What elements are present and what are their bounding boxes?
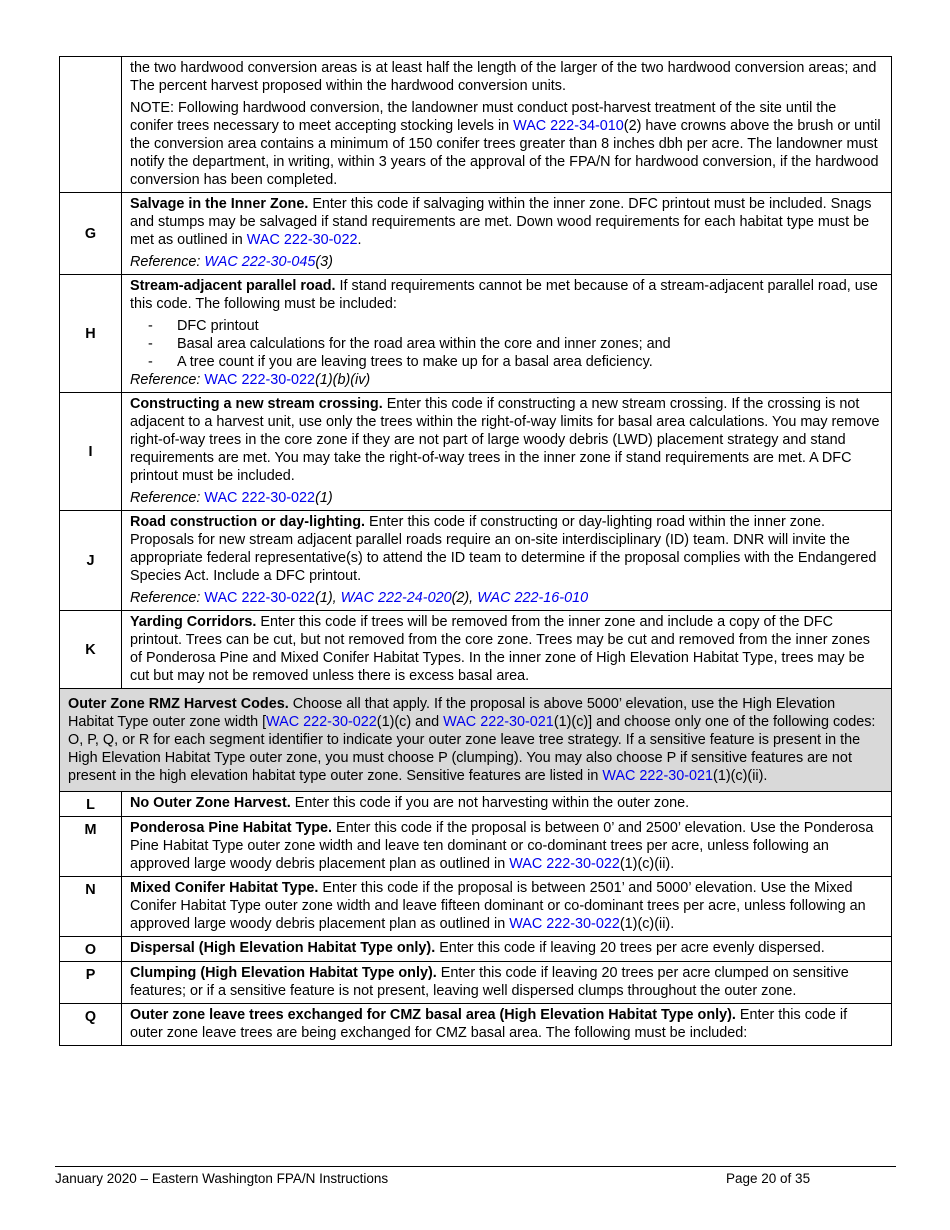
description-cell (122, 393, 892, 511)
section-header-row (60, 689, 892, 792)
code-title: Clumping (High Elevation Habitat Type only). (130, 965, 437, 981)
code-description (130, 195, 883, 249)
section-description (68, 695, 883, 785)
code-text: Enter this code if outer zone leave trees are being exchanged for CMZ basal area. The following must be included: (130, 1007, 848, 1041)
code-text: Enter this code if the proposal is between 2501’ and 5000’ elevation. Use the Mixed Conifer Habitat Type outer zone width and leave fifteen dominant or co-dominant trees per acre, unless following an approved large woody debris placement plan as outlined in (130, 880, 866, 932)
code-text: Enter this code if trees will be removed from the inner zone and include a copy of the DFC printout. Trees can be cut, but not removed from the core zone. Trees may be cut and removed from the inner zones of Ponderosa Pine and Mixed Conifer Habitat Types. In the inner zone of High Elevation Habitat Type, trees may be cut but may not be removed unless there is excess basal area. (130, 614, 870, 684)
punct: . (357, 232, 362, 248)
code-description (130, 1006, 883, 1042)
code-text: Enter this code if constructing a new stream crossing. If the crossing is not adjacent to a harvest unit, use only the trees within the right-of-way limits for basal area calculations. You may remove right-of-way trees in the core zone if they are not part of large woody debris (LWD) placement strategy and stand requirements are met. You may take the right-of-way trees in the inner zone if stand requirements are met. A DFC printout must be included. (130, 396, 880, 484)
code-text-end: (1)(c)(ii). (619, 856, 675, 872)
code-m: M (60, 817, 122, 877)
wac-link[interactable]: WAC 222-30-022 (204, 490, 316, 506)
table-row (60, 877, 892, 937)
description-cell (122, 1004, 892, 1046)
reference-label: Reference: (130, 490, 205, 506)
reference (130, 371, 883, 389)
wac-link[interactable]: WAC 222-30-021 (443, 714, 554, 730)
description-cell (122, 937, 892, 962)
hardwood-note (130, 99, 883, 189)
table-row (60, 57, 892, 193)
wac-link[interactable]: WAC 222-30-022 (509, 916, 620, 932)
code-title: No Outer Zone Harvest. (130, 795, 291, 811)
code-title: Stream-adjacent parallel road. (130, 278, 336, 294)
wac-link[interactable]: WAC 222-30-022 (266, 714, 377, 730)
description-cell (122, 877, 892, 937)
code-o: O (60, 937, 122, 962)
description-cell (122, 275, 892, 393)
reference-label: Reference: (130, 254, 205, 270)
description-cell (122, 817, 892, 877)
code-title: Outer zone leave trees exchanged for CMZ basal area (High Elevation Habitat Type only). (130, 1007, 736, 1023)
harvest-codes-table (59, 56, 892, 1046)
description-cell (122, 193, 892, 275)
code-title: Salvage in the Inner Zone. (130, 196, 309, 212)
code-text: If stand requirements cannot be met because of a stream-adjacent parallel road, use this code. The following must be included: (130, 278, 878, 312)
reference (130, 253, 883, 271)
code-text: Enter this code if leaving 20 trees per acre evenly dispersed. (435, 940, 825, 956)
table-row (60, 611, 892, 689)
description-cell (122, 792, 892, 817)
code-j: J (60, 511, 122, 611)
table-row (60, 792, 892, 817)
code-title: Ponderosa Pine Habitat Type. (130, 820, 333, 836)
description-cell (122, 57, 892, 193)
code-text: Enter this code if constructing or day-lighting road within the inner zone. Proposals for new stream adjacent parallel roads require an on-site interdisciplinary (ID) team. DNR will invite the appropriate federal representative(s) to attend the ID team to determine if the proposal complies with the Endangered Species Act. Include a DFC printout. (130, 514, 877, 584)
note-text: NOTE: Following hardwood conversion, the landowner must conduct post-harvest treatment of the site until the conifer trees necessary to meet accepting stocking levels in (130, 100, 837, 134)
code-n: N (60, 877, 122, 937)
list-item: - DFC printout (130, 317, 883, 335)
description-cell (122, 611, 892, 689)
code-description (130, 819, 883, 873)
footer-doc-title: January 2020 – Eastern Washington FPA/N Instructions (55, 1171, 389, 1186)
footer-divider (55, 1166, 896, 1167)
table-row (60, 511, 892, 611)
footer-page-number: Page 20 of 35 (726, 1171, 811, 1186)
code-text: Enter this code if the proposal is between 0’ and 2500’ elevation. Use the Ponderosa Pine Habitat Type outer zone width and leave ten dominant or co-dominant trees per acre, unless following an approved large woody debris placement plan as outlined in (130, 820, 874, 872)
code-l: L (60, 792, 122, 817)
wac-link[interactable]: WAC 222-24-020 (340, 590, 452, 606)
code-k: K (60, 611, 122, 689)
requirements-list (130, 317, 883, 371)
outer-zone-section (60, 689, 892, 792)
table-row (60, 962, 892, 1004)
reference (130, 589, 883, 607)
table-row (60, 275, 892, 393)
section-title: Outer Zone RMZ Harvest Codes. (68, 696, 289, 712)
code-title: Yarding Corridors. (130, 614, 257, 630)
reference-label: Reference: (130, 590, 205, 606)
code-g: G (60, 193, 122, 275)
code-text: Enter this code if leaving 20 trees per acre clumped on sensitive features; or if a sensitive feature is not present, leaving well dispersed clumps throughout the outer zone. (130, 965, 849, 999)
code-text-end: (1)(c)(ii). (619, 916, 675, 932)
code-description (130, 613, 883, 685)
reference (130, 489, 883, 507)
section-text: (1)(c)] and choose only one of the following codes: O, P, Q, or R for each segment identifier to indicate your outer zone leave tree strategy. If a sensitive feature is present in the High Elevation Habitat Type outer zone, you must choose P (clumping). You may also choose P if sensitive features are not present in the high elevation habitat type outer zone. Sensitive features are listed in (68, 714, 876, 784)
code-description (130, 794, 883, 812)
code-i: I (60, 393, 122, 511)
table-row (60, 393, 892, 511)
wac-link[interactable]: WAC 222-16-010 (477, 590, 589, 606)
code-text: Enter this code if you are not harvesting within the outer zone. (290, 795, 690, 811)
code-text: Enter this code if salvaging within the inner zone. DFC printout must be included. Snags and stumps may be salvaged if stand requirements are met. Down wood requirements for each habitat type must be met as outlined in (130, 196, 872, 248)
wac-link[interactable]: WAC 222-30-022 (204, 372, 316, 388)
list-item: - Basal area calculations for the road area within the core and inner zones; and (130, 335, 883, 353)
section-text: Choose all that apply. If the proposal is above 5000’ elevation, use the High Elevation Habitat Type outer zone width [ (68, 696, 836, 730)
note-text-end: (2) have crowns above the brush or until the conversion area contains a minimum of 150 conifer trees greater than 8 inches dbh per acre. The landowner must notify the department, in writing, within 3 years of the approval of the FPA/N for hardwood conversion, if the hardwood conversion has been completed. (130, 118, 881, 188)
wac-link[interactable]: WAC 222-30-022 (509, 856, 620, 872)
description-cell (122, 962, 892, 1004)
code-title: Constructing a new stream crossing. (130, 396, 383, 412)
code-description (130, 879, 883, 933)
code-title: Road construction or day-lighting. (130, 514, 366, 530)
reference-suffix: (1) (315, 490, 333, 506)
wac-link[interactable]: WAC 222-30-021 (602, 768, 714, 784)
table-row (60, 817, 892, 877)
code-h: H (60, 275, 122, 393)
wac-link[interactable]: WAC 222-30-022 (204, 590, 316, 606)
description-cell (122, 511, 892, 611)
code-title: Mixed Conifer Habitat Type. (130, 880, 319, 896)
section-text: (1)(c) and (376, 714, 444, 730)
reference-suffix: (1)(b)(iv) (315, 372, 371, 388)
reference-label: Reference: (130, 372, 205, 388)
code-description (130, 939, 883, 957)
code-description (130, 277, 883, 313)
list-item: - A tree count if you are leaving trees to make up for a basal area deficiency. (130, 353, 883, 371)
wac-link[interactable]: WAC 222-34-010 (513, 118, 624, 134)
reference-suffix: (1), (315, 590, 341, 606)
section-text: (1)(c)(ii). (713, 768, 768, 784)
code-description (130, 395, 883, 485)
wac-link[interactable]: WAC 222-30-045 (204, 254, 316, 270)
table-row (60, 1004, 892, 1046)
code-description (130, 964, 883, 1000)
code-cell-empty (60, 57, 122, 193)
code-p: P (60, 962, 122, 1004)
table-row (60, 937, 892, 962)
reference-suffix: (2), (451, 590, 478, 606)
continuation-text: the two hardwood conversion areas is at least half the length of the larger of the two hardwood conversion areas; and The percent harvest proposed within the hardwood conversion units. (130, 60, 877, 94)
table-row (60, 193, 892, 275)
code-title: Dispersal (High Elevation Habitat Type only). (130, 940, 436, 956)
wac-link[interactable]: WAC 222-30-022 (246, 232, 358, 248)
reference-suffix: (3) (315, 254, 333, 270)
code-q: Q (60, 1004, 122, 1046)
code-description (130, 513, 883, 585)
